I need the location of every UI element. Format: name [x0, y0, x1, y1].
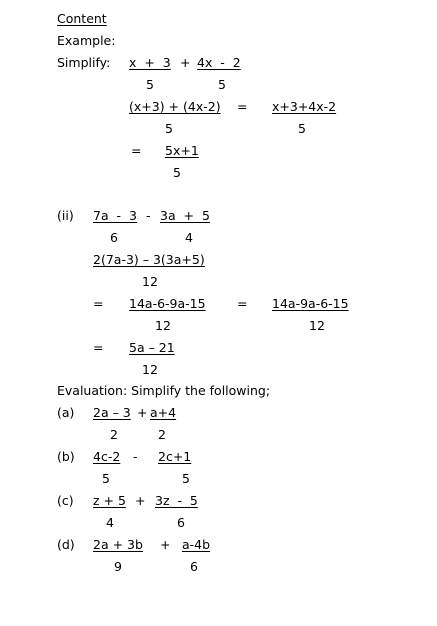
item-label: (d) [57, 537, 75, 552]
item-numerator-2: 3z - 5 [155, 493, 198, 508]
equals-sign: = [93, 296, 104, 311]
item-denominator-1: 5 [102, 471, 110, 486]
item-numerator-2: a-4b [182, 537, 211, 552]
fraction-2-denominator: 5 [218, 77, 226, 92]
item-denominator-1: 2 [110, 427, 118, 442]
item-operator: - [133, 449, 138, 464]
equals-sign: = [237, 99, 248, 114]
item-numerator-1: 4c-2 [93, 449, 121, 464]
example-label: Example: [57, 33, 116, 48]
fraction-1-numerator: 7a - 3 [93, 208, 137, 223]
item-label: (b) [57, 449, 75, 464]
evaluation-title: Evaluation: Simplify the following; [57, 383, 271, 398]
step-2-right-numerator: 14a-9a-6-15 [272, 296, 349, 311]
step-1-numerator: 2(7a-3) – 3(3a+5) [93, 252, 205, 267]
item-operator: + [135, 493, 146, 508]
step-1-right-numerator: x+3+4x-2 [272, 99, 337, 114]
item-numerator-1: 2a + 3b [93, 537, 143, 552]
item-denominator-1: 9 [114, 559, 122, 574]
step-1-denominator: 12 [142, 274, 158, 289]
item-denominator-2: 2 [158, 427, 166, 442]
fraction-1-denominator: 6 [110, 230, 118, 245]
step-1-denominator: 5 [165, 121, 173, 136]
heading: Content [57, 11, 107, 26]
equals-sign: = [93, 340, 104, 355]
item-label: (a) [57, 405, 75, 420]
fraction-1-denominator: 5 [146, 77, 154, 92]
item-numerator-2: a+4 [150, 405, 177, 420]
step-3-numerator: 5a – 21 [129, 340, 175, 355]
simplify-label: Simplify: [57, 55, 111, 70]
step-1-numerator: (x+3) + (4x-2) [129, 99, 221, 114]
item-denominator-1: 4 [106, 515, 114, 530]
step-2-denominator: 5 [173, 165, 181, 180]
item-operator: + [160, 537, 171, 552]
fraction-2-numerator: 3a + 5 [160, 208, 210, 223]
minus-operator: - [146, 208, 151, 223]
item-denominator-2: 5 [182, 471, 190, 486]
item-denominator-2: 6 [177, 515, 185, 530]
step-2-right-denominator: 12 [309, 318, 325, 333]
item-numerator-1: z + 5 [93, 493, 126, 508]
item-label: (c) [57, 493, 74, 508]
item-numerator-1: 2a – 3 [93, 405, 131, 420]
fraction-2-denominator: 4 [185, 230, 193, 245]
fraction-2-numerator: 4x - 2 [197, 55, 241, 70]
plus-operator: + [180, 55, 191, 70]
example-2-label: (ii) [57, 208, 74, 223]
item-numerator-2: 2c+1 [158, 449, 192, 464]
step-2-denominator: 12 [155, 318, 171, 333]
equals-sign: = [237, 296, 248, 311]
step-2-numerator: 5x+1 [165, 143, 199, 158]
step-3-denominator: 12 [142, 362, 158, 377]
equals-sign: = [131, 143, 142, 158]
item-denominator-2: 6 [190, 559, 198, 574]
fraction-1-numerator: x + 3 [129, 55, 171, 70]
item-operator: + [137, 405, 148, 420]
step-2-numerator: 14a-6-9a-15 [129, 296, 206, 311]
step-1-right-denominator: 5 [298, 121, 306, 136]
